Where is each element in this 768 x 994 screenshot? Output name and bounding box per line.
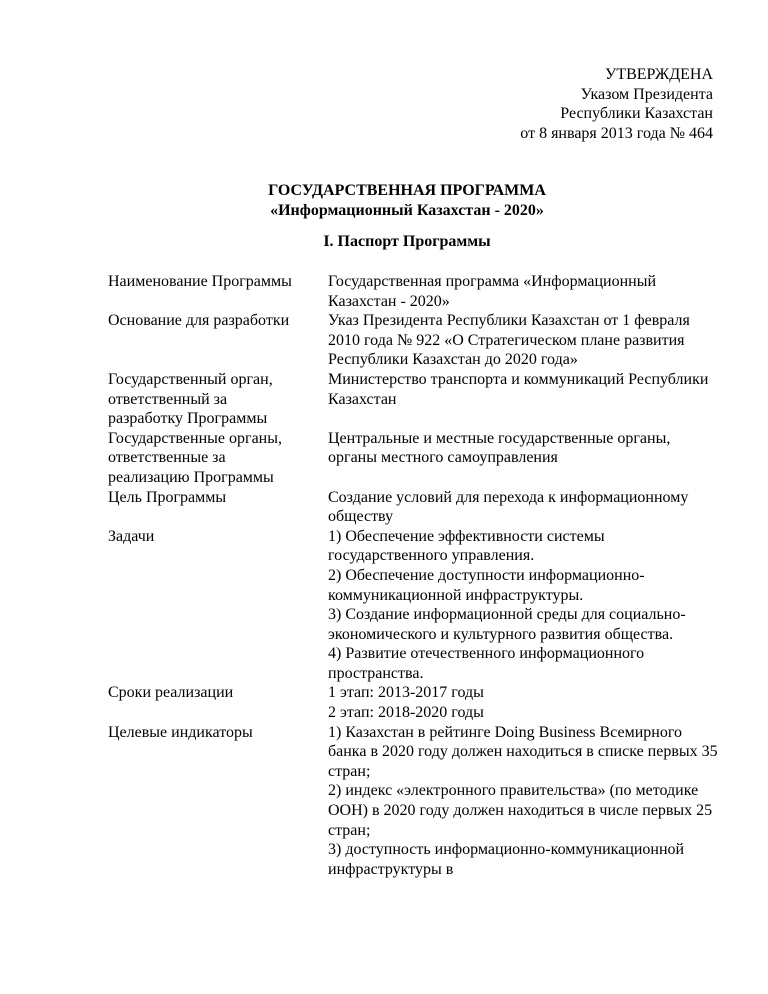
passport-row-value: 1) Обеспечение эффективности системы государственного управления. 2) Обеспечение доступности информационно-коммуникационной инфраструктуры. 3) Создание информационной среды для социально-экономического и культурного развития общества. 4) Развитие отечественного информационного пространства.: [328, 527, 686, 682]
passport-row-developer: [108, 370, 728, 429]
passport-row-label: Задачи: [108, 527, 155, 545]
passport-row-value: Создание условий для перехода к информационному обществу: [328, 488, 689, 526]
passport-row-label: Государственный орган, ответственный за разработку Программы: [108, 370, 273, 428]
passport-row-value: 1 этап: 2013-2017 годы 2 этап: 2018-2020 годы: [328, 684, 484, 722]
passport-row-timeline: [108, 683, 728, 722]
passport-row-value: Центральные и местные государственные органы, органы местного самоуправления: [328, 429, 671, 467]
passport-row-value: Указ Президента Республики Казахстан от 1 февраля 2010 года № 922 «О Стратегическом плане развития Республики Казахстан до 2020 года»: [328, 312, 690, 369]
passport-row-label: Государственные органы, ответственные за реализацию Программы: [108, 429, 282, 486]
approval-status: УТВЕРЖДЕНА: [604, 66, 713, 83]
passport-row-label: Наименование Программы: [108, 273, 292, 290]
document-title: [0, 181, 768, 220]
passport-row-goal: [108, 488, 728, 527]
approval-authority: Указом Президента: [580, 85, 713, 103]
passport-row-tasks: [108, 527, 728, 684]
document-title-line1: ГОСУДАРСТВЕННАЯ ПРОГРАММА: [268, 182, 546, 199]
document-title-line2: «Информационный Казахстан - 2020»: [270, 201, 544, 219]
passport-row-value: Государственная программа «Информационный Казахстан - 2020»: [328, 273, 656, 310]
passport-row-value: Министерство транспорта и коммуникаций Республики Казахстан: [328, 370, 709, 408]
passport-row-value: 1) Казахстан в рейтинге Doing Business Всемирного банка в 2020 году должен находиться в списке первых 35 стран; 2) индекс «электронного правительства» (по методике ООН) в 2020 году должен находиться в числе первых 25 стран; 3) доступность информационно-коммуникационной инфраструктуры в: [328, 723, 718, 878]
passport-table: [108, 272, 728, 879]
passport-row-implementers: [108, 429, 728, 488]
passport-row-name: [108, 272, 728, 311]
passport-row-label: Цель Программы: [108, 488, 227, 506]
approval-country: Республики Казахстан: [560, 105, 713, 123]
passport-row-label: Основание для разработки: [108, 312, 290, 330]
passport-row-basis: [108, 311, 728, 370]
approval-date: от 8 января 2013 года № 464: [520, 124, 713, 142]
passport-row-indicators: [108, 723, 728, 880]
passport-row-label: Сроки реализации: [108, 684, 234, 702]
approval-block: [520, 65, 713, 143]
passport-row-label: Целевые индикаторы: [108, 723, 253, 741]
section-heading: I. Паспорт Программы: [323, 233, 491, 250]
